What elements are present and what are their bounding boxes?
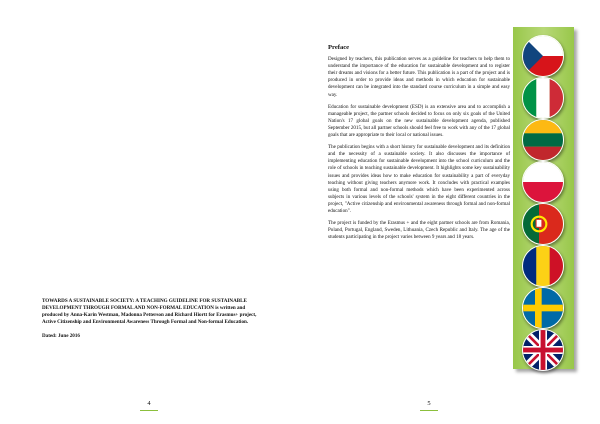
- right-page: [300, 0, 600, 424]
- preface-heading: Preface: [328, 44, 350, 51]
- page-number-left-rule: [140, 410, 158, 411]
- romania-flag-icon: [522, 245, 564, 287]
- poland-flag-icon: [522, 161, 564, 203]
- flag-strip: [513, 27, 574, 369]
- page-number-left: [140, 400, 158, 411]
- preface-section: [328, 44, 510, 246]
- czech-flag-icon: [522, 35, 564, 77]
- imprint-text: TOWARDS A SUSTAINABLE SOCIETY: A TEACHING GUIDELINE FOR SUSTAINABLE DEVELOPMENT THROUGH FORMAL AND NON-FORMAL EDUCATION is written and produced by Anna-Karin Westman, Madonna Petterson and Richard Hiortt for Erasmus+ project, Active Citizenship and Environmental Awareness Through Formal and Non-formal Education.: [42, 298, 257, 325]
- lithuania-flag-icon: [522, 119, 564, 161]
- page-number-right-text: 5: [427, 400, 431, 407]
- preface-paragraph-1: Designed by teachers, this publication serves as a guideline for teachers to help them to understand the importance of the education for sustainable development and to register their dreams and visions for a better future. This publication is a part of the project and is produced in order to provide ideas and methods in which education for sustainable development can be integrated into the standard course curriculum in a simple and easy way.: [328, 56, 510, 98]
- uk-flag-icon: [522, 329, 564, 371]
- dated-text: Dated: June 2016: [42, 333, 80, 339]
- page-number-right-rule: [420, 410, 438, 411]
- imprint-block: [42, 298, 267, 340]
- page-number-right: [420, 400, 438, 411]
- page-number-left-text: 4: [147, 400, 151, 407]
- italy-flag-icon: [522, 77, 564, 119]
- portugal-flag-icon: [522, 203, 564, 245]
- sweden-flag-icon: [522, 287, 564, 329]
- preface-paragraph-2: Education for sustainable development (ESD) is an extensive area and to accomplish a manageable project, the partner schools decided to focus on only six goals of the United Nation's 17 global goals on the new sustainable development agenda, published September 2015, but all partner schools should feel free to work with any of the 17 global goals that are appropriate to their local or national issues.: [328, 103, 510, 139]
- preface-paragraph-3: The publication begins with a short history for sustainable development and its definition and the necessity of a sustainable society. It also discusses the importance of implementing education for sustainable development into the school curriculum and the role of schools in teaching sustainable development. It highlights some key sustainability issues and provides ideas how to make education for sustainability a part of everyday teaching without giving teachers anymore work. It concludes with practical examples using both formal and non-formal methods which have been experimented across subjects in various levels of the schools' system in the eight different countries in the project, "Active citizenship and environmental awareness through formal and non-formal education".: [328, 144, 510, 214]
- preface-paragraph-4: The project is funded by the Erasmus + and the eight partner schools are from Romania, Poland, Portugal, England, Sweden, Lithuania, Czech Republic and Italy. The age of the students participating in the project varies between 9 years and 18 years.: [328, 220, 510, 241]
